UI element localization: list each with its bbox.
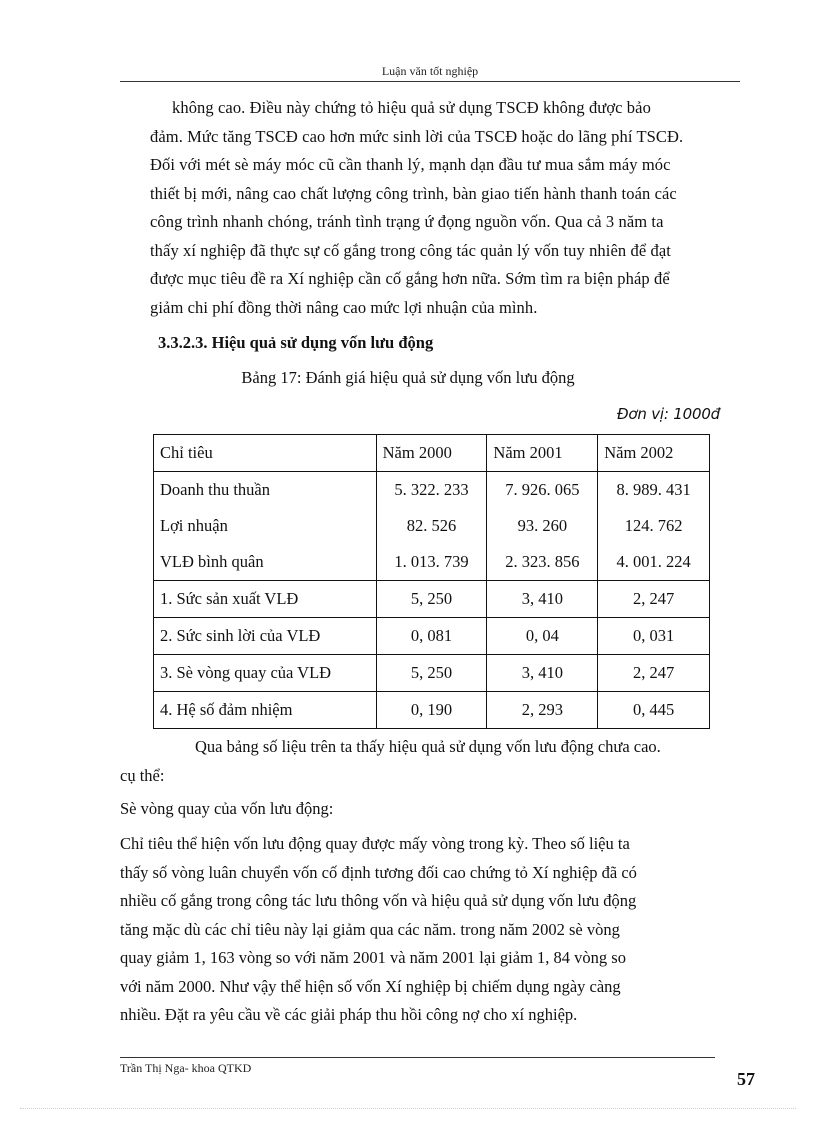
paragraph-line: quay giảm 1, 163 vòng so với năm 2001 và năm 2001 lại giảm 1, 84 vòng so	[120, 948, 626, 967]
table-row	[154, 618, 710, 655]
paragraph-line: không cao. Điều này chứng tỏ hiệu quả sử dụng TSCĐ không được bảo	[172, 98, 651, 117]
paragraph-line: giảm chi phí đồng thời nâng cao mức lợi nhuận của mình.	[150, 297, 538, 317]
table-cell: 2, 293	[487, 692, 598, 729]
table-cell: 5. 322. 233	[376, 472, 487, 509]
table-header-row	[154, 435, 710, 472]
table-cell: 2, 247	[598, 655, 710, 692]
table-row	[154, 581, 710, 618]
table-cell: 8. 989. 431	[598, 472, 710, 509]
paragraph-line: tăng mặc dù các chỉ tiêu này lại giảm qua các năm. trong năm 2002 sè vòng	[120, 919, 620, 939]
table-cell: 0, 190	[376, 692, 487, 729]
header-cell: Năm 2000	[376, 435, 487, 472]
table-cell: 82. 526	[376, 508, 487, 544]
page-edge-divider	[20, 1108, 796, 1109]
paragraph-line: với năm 2000. Như vậy thể hiện số vốn Xí nghiệp bị chiếm dụng ngày càng	[120, 976, 621, 996]
table-cell: 1. 013. 739	[376, 544, 487, 581]
table-cell: 124. 762	[598, 508, 710, 544]
row-label: VLĐ bình quân	[154, 544, 377, 581]
table-cell: 2. 323. 856	[487, 544, 598, 581]
page-number: 57	[737, 1069, 755, 1089]
table-cell: 7. 926. 065	[487, 472, 598, 509]
table-row	[154, 472, 710, 509]
row-label: 3. Sè vòng quay của VLĐ	[154, 655, 377, 692]
running-header: Luận văn tốt nghiệp	[381, 64, 479, 78]
header-divider	[120, 81, 740, 82]
table-cell: 0, 445	[598, 692, 710, 729]
paragraph-intro	[150, 94, 740, 322]
paragraph-line: nhiều. Đặt ra yêu cầu về các giải pháp thu hồi công nợ cho xí nghiệp.	[120, 1005, 578, 1024]
table-cell: 0, 04	[487, 618, 598, 655]
paragraph-line: thấy số vòng luân chuyển vốn cố định tương đối cao chứng tỏ Xí nghiệp đã có	[120, 862, 637, 882]
table-row	[154, 544, 710, 581]
unit-note: Đơn vị: 1000đ	[616, 405, 720, 423]
row-label: 1. Sức sản xuất VLĐ	[154, 581, 377, 618]
row-label: 4. Hệ số đảm nhiệm	[154, 692, 377, 729]
table-cell: 3, 410	[487, 581, 598, 618]
table-cell: 2, 247	[598, 581, 710, 618]
table-row	[154, 508, 710, 544]
footer-author: Trần Thị Nga- khoa QTKD	[120, 1061, 252, 1075]
paragraph-turnover	[120, 830, 740, 1030]
section-heading: 3.3.2.3. Hiệu quả sử dụng vốn lưu động	[158, 333, 434, 352]
paragraph-subheading: Sè vòng quay của vốn lưu động:	[120, 799, 334, 818]
paragraph-line: Đối với mét sè máy móc cũ cần thanh lý, mạnh dạn đầu tư mua sắm máy móc	[150, 155, 671, 174]
table-cell: 93. 260	[487, 508, 598, 544]
table-row	[154, 692, 710, 729]
table-cell: 0, 031	[598, 618, 710, 655]
paragraph-analysis	[120, 733, 740, 790]
row-label: 2. Sức sinh lời của VLĐ	[154, 618, 377, 655]
paragraph-line: Chỉ tiêu thể hiện vốn lưu động quay được mấy vòng trong kỳ. Theo số liệu ta	[120, 834, 630, 853]
paragraph-line: thiết bị mới, nâng cao chất lượng công trình, bàn giao tiến hành thanh toán các	[150, 183, 677, 203]
header-cell: Chỉ tiêu	[154, 435, 377, 472]
paragraph-line: công trình nhanh chóng, tránh tình trạng ứ đọng nguồn vốn. Qua cả 3 năm ta	[150, 212, 664, 231]
paragraph-line: nhiều cố gắng trong công tác lưu thông vốn và hiệu quả sử dụng vốn lưu động	[120, 891, 637, 910]
row-label: Lợi nhuận	[154, 508, 377, 544]
paragraph-line: cụ thể:	[120, 765, 165, 785]
paragraph-line: đảm. Mức tăng TSCĐ cao hơn mức sinh lời của TSCĐ hoặc do lãng phí TSCĐ.	[150, 126, 684, 146]
table-cell: 4. 001. 224	[598, 544, 710, 581]
footer-divider	[120, 1057, 715, 1058]
row-label: Doanh thu thuần	[154, 472, 377, 509]
table-caption: Bảng 17: Đánh giá hiệu quả sử dụng vốn lưu động	[241, 368, 575, 387]
working-capital-table	[153, 434, 710, 729]
paragraph-line: Qua bảng số liệu trên ta thấy hiệu quả sử dụng vốn lưu động chưa cao.	[195, 737, 661, 756]
table-cell: 0, 081	[376, 618, 487, 655]
table-cell: 3, 410	[487, 655, 598, 692]
table-cell: 5, 250	[376, 655, 487, 692]
paragraph-line: được mục tiêu đề ra Xí nghiệp cần cố gắng hơn nữa. Sớm tìm ra biện pháp để	[150, 269, 670, 288]
paragraph-line: thấy xí nghiệp đã thực sự cố gắng trong công tác quản lý vốn tuy nhiên để đạt	[150, 240, 671, 260]
table-row	[154, 655, 710, 692]
table-cell: 5, 250	[376, 581, 487, 618]
header-cell: Năm 2002	[598, 435, 710, 472]
header-cell: Năm 2001	[487, 435, 598, 472]
